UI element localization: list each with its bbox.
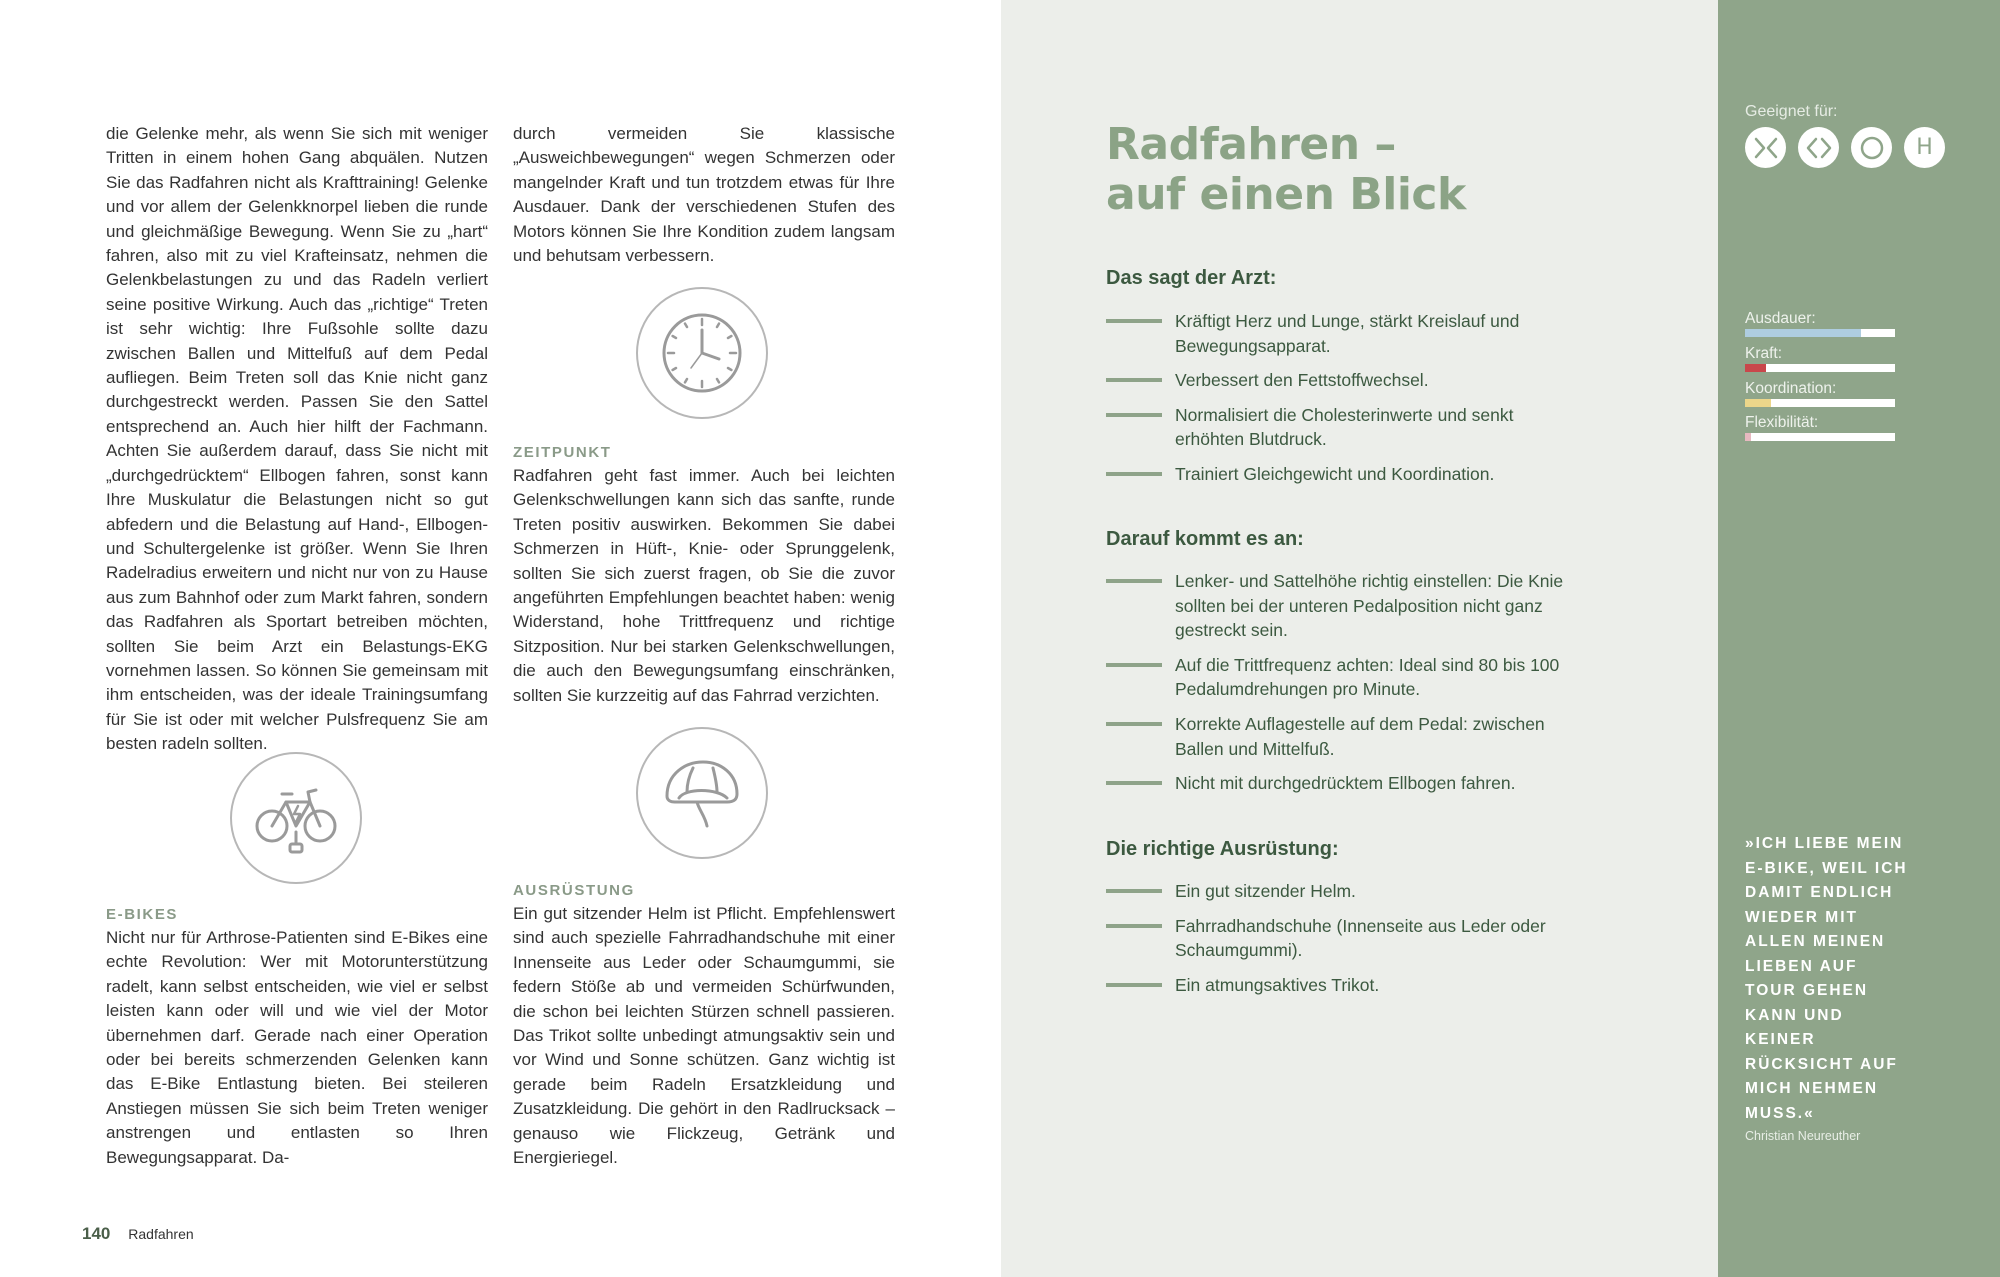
diamond-joint-icon: [1798, 127, 1839, 168]
clock-icon: [657, 308, 747, 398]
ankommen-list: [1106, 569, 1586, 806]
ankommen-item: Auf die Trittfrequenz achten: Ideal sind 80 bis 100 Pedalumdrehungen pro Minute.: [1106, 653, 1586, 702]
arzt-item: Normalisiert die Cholesterinwerte und senkt erhöhten Blutdruck.: [1106, 403, 1586, 452]
meter-label: Flexibilität:: [1745, 414, 1819, 431]
clock-icon-circle: [636, 287, 768, 419]
suited-icons: [1745, 127, 1945, 168]
ausruestung-summary-heading: Die richtige Ausrüstung:: [1106, 838, 1339, 860]
column-right: [513, 122, 895, 268]
arzt-item: Trainiert Gleichgewicht und Koordination.: [1106, 462, 1586, 487]
meter-track: [1745, 329, 1895, 337]
meter-track: [1745, 364, 1895, 372]
ebikes-heading: E-BIKES: [106, 906, 179, 923]
zeitpunkt-text-block: [513, 464, 895, 708]
page-section-label: Radfahren: [128, 1226, 194, 1242]
meter-track: [1745, 433, 1895, 441]
body-paragraph-continued: durch vermeiden Sie klassische „Ausweichbewegungen“ wegen Schmerzen oder mangelnder Kraft und tun trotzdem etwas für Ihre Ausdauer. Dank der verschiedenen Stufen des Motors können Sie Ihre Kondition zudem langsam und behutsam verbessern.: [513, 124, 895, 266]
helmet-icon-circle: [636, 727, 768, 859]
h-letter-icon: [1904, 127, 1945, 168]
pull-quote: »ICH LIEBE MEIN E-BIKE, WEIL ICH DAMIT ENDLICH WIEDER MIT ALLEN MEINEN LIEBEN AUF TOUR GEHEN KANN UND KEINER RÜCKSICHT AUF MICH NEHMEN MUSS.«: [1745, 835, 1908, 1122]
ausruestung-list: [1106, 879, 1586, 1007]
arzt-item: Kräftigt Herz und Lunge, stärkt Kreislauf und Bewegungsapparat.: [1106, 309, 1586, 358]
ankommen-item: Nicht mit durchgedrücktem Ellbogen fahren.: [1106, 771, 1586, 796]
ausruestung-item: Ein gut sitzender Helm.: [1106, 879, 1586, 904]
meter-label: Koordination:: [1745, 380, 1837, 397]
meter-fill: [1745, 433, 1751, 441]
meter-flexibilitaet: [1745, 414, 1895, 441]
suited-label: Geeignet für:: [1745, 103, 1838, 120]
ankommen-heading: Darauf kommt es an:: [1106, 528, 1304, 550]
summary-title-line-2: auf einen Blick: [1106, 169, 1466, 220]
zeitpunkt-paragraph: Radfahren geht fast immer. Auch bei leichten Gelenkschwellungen kann sich das sanfte, runde Treten positiv auswirken. Bekommen Sie dabei Schmerzen in Hüft-, Knie- oder Sprunggelenk, sollten Sie sich zuerst fragen, ob Sie die zuvor angeführten Empfehlungen beachtet haben: wenig Widerstand, hohe Trittfrequenz und richtige Sitzposition. Nur bei starken Gelenkschwellungen, die auch den Bewegungsumfang einschränken, sollten Sie kurzzeitig auf das Fahrrad verzichten.: [513, 466, 895, 705]
arzt-heading: Das sagt der Arzt:: [1106, 267, 1277, 289]
bicycle-icon-circle: [230, 752, 362, 884]
meter-fill: [1745, 329, 1861, 337]
ankommen-item: Korrekte Auflagestelle auf dem Pedal: zwischen Ballen und Mittelfuß.: [1106, 712, 1586, 761]
meter-track: [1745, 399, 1895, 407]
meter-kraft: [1745, 345, 1895, 372]
h-letter-glyph: H: [1916, 135, 1933, 160]
bicycle-icon: [248, 770, 344, 866]
ausruestung-item: Fahrradhandschuhe (Innenseite aus Leder oder Schaumgummi).: [1106, 914, 1586, 963]
ebikes-text-block: [106, 926, 488, 1170]
meter-ausdauer: [1745, 310, 1895, 337]
x-joint-icon: [1745, 127, 1786, 168]
meter-fill: [1745, 399, 1771, 407]
ausruestung-heading: AUSRÜSTUNG: [513, 882, 635, 899]
ebikes-paragraph: Nicht nur für Arthrose-Patienten sind E-Bikes eine echte Revolution: Wer mit Motorunterstützung radelt, kann selbst entscheiden, wie viel er selbst leisten kann oder will und wie viel der Motor übernehmen darf. Gerade nach einer Operation oder bei bereits schmerzenden Gelenken kann das E-Bike Entlastung bieten. Bei steileren Anstiegen müssen Sie sich beim Treten weniger anstrengen und entlasten so Ihren Bewegungsapparat. Da-: [106, 928, 488, 1167]
arzt-list: [1106, 309, 1586, 497]
ankommen-item: Lenker- und Sattelhöhe richtig einstellen: Die Knie sollten bei der unteren Pedalposition nicht ganz gestreckt sein.: [1106, 569, 1586, 643]
arzt-item: Verbessert den Fettstoffwechsel.: [1106, 368, 1586, 393]
helmet-icon: [657, 748, 747, 838]
column-left: [106, 122, 488, 757]
ausruestung-item: Ein atmungsaktives Trikot.: [1106, 973, 1586, 998]
zeitpunkt-heading: ZEITPUNKT: [513, 444, 612, 461]
body-paragraph: die Gelenke mehr, als wenn Sie sich mit weniger Tritten in einem hohen Gang abquälen. Nutzen Sie das Radfahren nicht als Krafttraining! Gelenke und vor allem der Gelenkknorpel lieben die runde und gleichmäßige Bewegung. Wenn Sie zu „hart“ fahren, also mit zu viel Krafteinsatz, nehmen die Gelenkbelastungen zu und das Radeln verliert seine positive Wirkung. Auch das „richtige“ Treten ist sehr wichtig: Ihre Fußsohle sollte dazu zwischen Ballen und Mittelfuß auf dem Pedal aufliegen. Beim Treten soll das Knie nicht ganz durchgestreckt werden. Passen Sie den Sattel entsprechend an. Auch hier hilft der Fachmann. Achten Sie außerdem darauf, dass Sie nicht mit „durchgedrücktem“ Ellbogen fahren, sonst kann Ihre Muskulatur die Belastungen nicht so gut abfedern und die Belastung auf Hand-, Ellbogen- und Schultergelenke ist größer. Wenn Sie Ihren Radelradius erweitern und nicht nur von zu Hause aus zum Bahnhof oder zum Markt fahren, sondern das Radfahren als Sportart betreiben möchten, sollten Sie beim Arzt ein Belastungs-EKG vornehmen lassen. So können Sie gemeinsam mit ihm entscheiden, was der ideale Trainingsumfang für Sie ist oder mit welcher Pulsfrequenz Sie am besten radeln sollten.: [106, 124, 488, 754]
page-footer: [82, 1224, 194, 1244]
ausruestung-paragraph: Ein gut sitzender Helm ist Pflicht. Empfehlenswert sind auch spezielle Fahrradhandschuhe mit einer Innenseite aus Leder oder Schaumgummi, sie federn Stöße ab und vermeiden Schürfwunden, die schon bei leichten Stürzen schnell passieren. Das Trikot sollte unbedingt atmungsaktiv sein und vor Wind und Sonne schützen. Ganz wichtig ist gerade beim Radeln Ersatzkleidung und Zusatzkleidung. Die gehört in den Radlrucksack – genauso wie Flickzeug, Getränk und Energieriegel.: [513, 904, 895, 1168]
meter-fill: [1745, 364, 1766, 372]
meter-label: Kraft:: [1745, 345, 1783, 362]
ausruestung-text-block: [513, 902, 895, 1170]
meter-label: Ausdauer:: [1745, 310, 1816, 327]
page-number: 140: [82, 1224, 111, 1243]
circle-joint-icon: [1851, 127, 1892, 168]
quote-author: Christian Neureuther: [1745, 1129, 1861, 1143]
summary-title: [1106, 120, 1586, 220]
summary-title-line-1: Radfahren –: [1106, 119, 1396, 170]
meter-koordination: [1745, 380, 1895, 407]
